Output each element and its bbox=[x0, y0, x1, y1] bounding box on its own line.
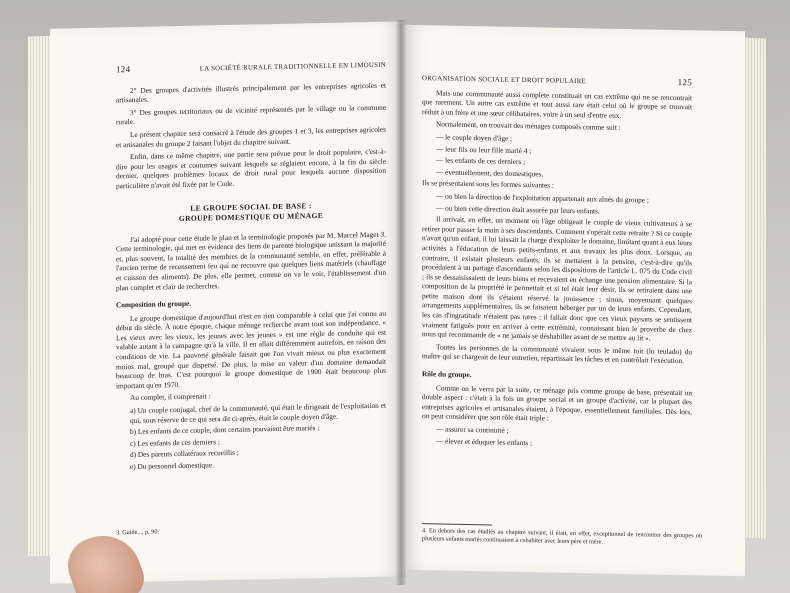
form-item: — ou bien cette direction était assurée par leurs enfants. bbox=[436, 202, 600, 216]
composition-item: — les enfants de ces derniers ; bbox=[436, 155, 526, 167]
intro-paragraph: Enfin, dans ce même chapitre, une partie sera prévue pour le droit populaire, c'est-à-dire pour les usages et coutumes suivant lesquels se réglaient encore, à la fin du siècle dernier, quelques problèmes locaux de droit rural pour lesquels aucune disposition particulière n'avait été fixée par le Code. bbox=[116, 146, 386, 191]
footnote: 3. Guide..., p. 90. bbox=[116, 528, 159, 537]
footnote-rule bbox=[422, 523, 492, 525]
subheading: Rôle du groupe. bbox=[422, 369, 472, 380]
intro-paragraph: 2° Des groupes d'activités illustrés principalement par les entreprises agricoles et artisanales. bbox=[116, 80, 386, 105]
role-item: — élever et éduquer les enfants ; bbox=[436, 435, 533, 447]
right-footnotes bbox=[422, 523, 702, 548]
list-item: d) Des parents collatéraux recueillis ; bbox=[130, 448, 239, 460]
right-running-head bbox=[422, 73, 692, 89]
right-page bbox=[400, 25, 745, 577]
left-running-head bbox=[116, 60, 386, 76]
list-item: e) Du personnel domestique. bbox=[130, 460, 214, 472]
composition-item: — éventuellement, des domestiques. bbox=[436, 167, 544, 179]
list-item: b) Les enfants de ce couple, dont certains pouvaient être mariés ; bbox=[130, 423, 320, 437]
role-paragraph: Comme on le verra par la suite, ce ménage pris comme groupe de base, présentait un double aspect : c'était à la fois un groupe social et un groupe d'activité, car la plupart des entreprises agricoles et artisanales étaient, à l'époque, essentiellement familiales. Dès lors, on peut considérer que son rôle était triple : bbox=[422, 383, 692, 423]
right-page-number: 125 bbox=[677, 77, 692, 88]
paragraph: Toutes les personnes de la communauté vivaient sous le même toit (lo teulado) du maître qui se chargeait de leur entretien, répartissait les tâches et en contrôlait l'exécution. bbox=[422, 342, 692, 366]
list-item: a) Un couple conjugal, chef de la communauté, qui était le dirigeant de l'exploitation et qui, sous réserve de ce qui sera dit ci-après, était le couple doyen d'âge. bbox=[130, 400, 386, 425]
section-heading bbox=[116, 199, 386, 225]
footnote: 4. En dehors des cas étudiés au chapitre suivant, il était, en effet, exceptionnel de rencontrer des groupes où plusieurs enfants mariés continuaient à cohabiter avec leurs père et mère. bbox=[422, 527, 702, 546]
right-page-content bbox=[422, 73, 692, 452]
composition-paragraph: Le groupe domestique d'aujourd'hui n'est en rien comparable à celui que j'ai connu au début du siècle. À notre époque, chaque ménage recherche avant tout son indépendance. « Les vieux avec les vieux, les jeunes avec les jeunes » est une règle de conduite qui est valable autant à la campagne qu'à la ville. Il en allait différemment autrefois, en raison des conditions de vie. La pauvreté générale faisait que l'on vivait mieux ou plus exactement moins mal, groupé que dispersé. De plus, la mise en valeur d'un domaine demandait beaucoup de bras. C'est pourquoi le groupe domestique de 1900 était beaucoup plus important qu'en 1970. bbox=[116, 308, 386, 391]
paragraph: Mais une communauté aussi complète constituait un cas extrême qui ne se rencontrait que rarement. Un autre cas extrême et tout aussi rare était celui où le groupe se trouvait réduit à un frère et une sœur célibataires, voire à un seul d'entre eux. bbox=[422, 87, 692, 120]
list-item: c) Les enfants de ces derniers ; bbox=[130, 436, 220, 448]
left-running-title: LA SOCIÉTÉ RURALE TRADITIONNELLE EN LIMOUSIN bbox=[199, 61, 386, 73]
intro-paragraph: Le présent chapitre sera consacré à l'étude des groupes 1 et 3, les entreprises agricoles et artisanales du groupe 2 faisant l'objet du chapitre suivant. bbox=[116, 124, 386, 149]
section-heading-line: LE GROUPE SOCIAL DE BASE : bbox=[190, 200, 312, 213]
composition-paragraph: Au complet, il comprenait : bbox=[130, 391, 211, 403]
paragraph: Il arrivait, en effet, un moment où l'âge obligeait le couple de vieux cultivateurs à se retirer pour passer la main à ses descendants. Comment s'opérait cette retraite ? Si ce couple n'avait qu'un enfant, il lui laissait la charge d'exploiter le domaine, limitant quant à eux leurs activités à l'éducation de leurs petits-enfants et aux travaux les plus doux. Lorsque, au contraire, il existait plusieurs enfants, ils se mettaient à la pension, c'est-à-dire qu'ils procédaient à un partage d'ascendants selon les dispositions de l'article L. 075 du Code civil ; ils se dessaisissaient de leurs biens et recevaient en échange une pension alimentaire. Si la composition de la propriété le permettait et si tel était leur désir, ils se retiraient dans une petite maison dont ils s'étaient réservé la jouissance ; sinon, moyennant quelques arrangements supplémentaires, ils se faisaient héberger par un de leurs enfants. Cependant, les cas d'ingratitude n'étaient pas rares ; il fallait donc que ces vieux paysans se sentissent vraiment fatigués pour en arriver à cette extrémité, connaissant bien le proverbe de chez nous qui recommande de « ne jamais se déshabiller avant de se mettre au lit ». bbox=[422, 214, 692, 343]
book-gutter bbox=[396, 20, 406, 585]
composition-item: — leur fils ou leur fille marié 4 ; bbox=[436, 143, 532, 155]
left-footnotes bbox=[116, 524, 386, 538]
section-heading-line: GROUPE DOMESTIQUE OU MÉNAGE bbox=[178, 210, 324, 223]
subheading: Composition du groupe. bbox=[116, 298, 192, 310]
paragraph: Normalement, on trouvait des ménages composés comme suit : bbox=[436, 119, 621, 133]
right-running-title: ORGANISATION SOCIALE ET DROIT POPULAIRE bbox=[422, 75, 587, 86]
role-item: — assurer sa continuité ; bbox=[436, 424, 509, 435]
left-page-number: 124 bbox=[116, 64, 131, 75]
left-page-content bbox=[116, 60, 386, 474]
intro-paragraph: 3° Des groupes territoriaux ou de vicinité représentés par le village ou la commune rurale. bbox=[116, 102, 386, 127]
section-paragraph: J'ai adopté pour cette étude le plan et la terminologie proposés par M. Marcel Maget 3. Cette terminologie, qui met en évidence des liens de parenté biologique unissant la majorité et, plus souvent, la totalité des membres de la communauté semble, en effet, préférable à l'ancien terme de recensement feu qui ne recouvre que quelques liens matériels (chauffage et cuisson des aliments). De plus, elle permet, comme on va le voir, l'établissement d'un plan complet et clair de recherches. bbox=[116, 229, 386, 292]
paragraph: Ils se présentaient sous les formes suivantes : bbox=[422, 178, 554, 190]
form-item: — ou bien la direction de l'exploitation appartenait aux aînés du groupe ; bbox=[436, 191, 649, 205]
left-page bbox=[50, 21, 405, 583]
composition-item: — le couple doyen d'âge ; bbox=[436, 132, 513, 143]
